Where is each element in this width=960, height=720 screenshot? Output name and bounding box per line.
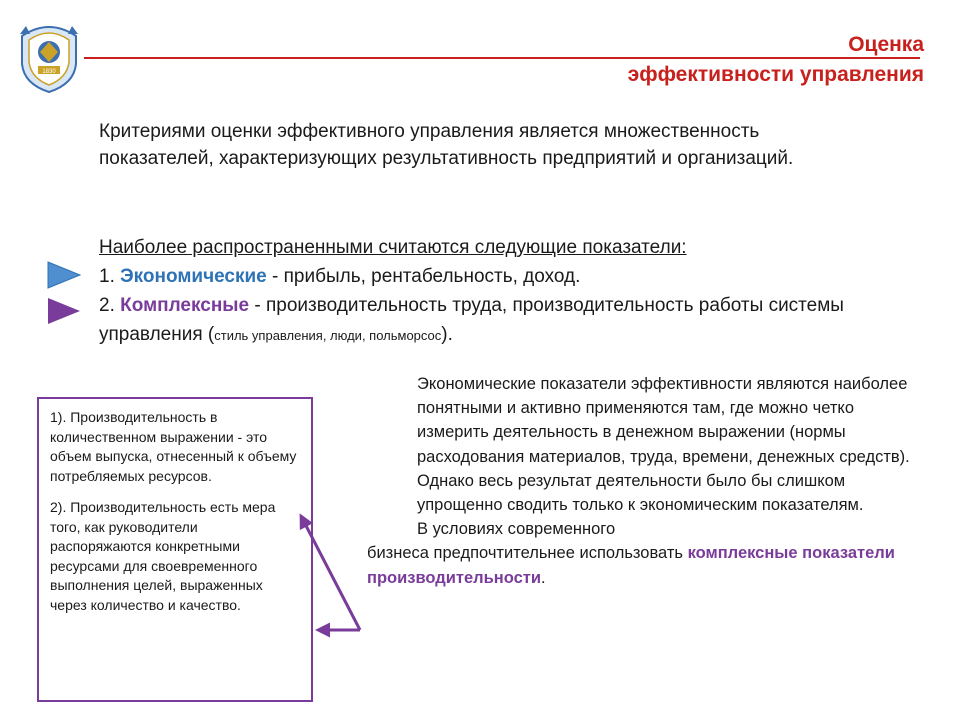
term-economic: Экономические xyxy=(120,266,267,287)
term-complex: Комплексные xyxy=(120,295,250,316)
list-heading: Наиболее распространенными считаются следующие показатели: xyxy=(99,237,687,258)
item-description: - прибыль, рентабельность, доход. xyxy=(266,266,581,287)
title-line-1: Оценка xyxy=(848,33,924,56)
item-note: стиль управления, люди, польморсос xyxy=(214,328,442,343)
title-line-2: эффективности управления xyxy=(627,63,924,86)
intro-paragraph: Критериями оценки эффективного управления является множественность показателей, характеризующих результативность предприятий и организаций. xyxy=(99,121,794,169)
productivity-definitions-box xyxy=(37,397,313,702)
definition-1: 1). Производительность в количественном выражении - это объем выпуска, отнесенный к объему потребляемых ресурсов. xyxy=(50,409,297,484)
university-emblem-icon xyxy=(16,16,82,94)
paragraph-3-end: . xyxy=(540,568,546,587)
explanation-paragraph-3 xyxy=(367,541,927,589)
explanation-paragraph-3-start: В условиях современного xyxy=(417,520,616,539)
item-end: ). xyxy=(441,324,453,345)
definition-2: 2). Производительность есть мера того, как руководители распоряжаются конкретными ресурсами для своевременного выполнения целей, выраженных через количество и качество. xyxy=(50,499,276,613)
explanation-block xyxy=(367,372,927,590)
emblem-year: 1830 xyxy=(42,69,56,75)
explanation-paragraph-2: Однако весь результат деятельности было бы слишком упрощенно сводить только к экономическим показателям. xyxy=(417,471,864,515)
explanation-paragraph-1: Экономические показатели эффективности являются наиболее понятными и активно применяются там, где можно четко измерить деятельность в денежном выражении (нормы расходования материалов, труда, времени, денежных средств). xyxy=(417,375,910,466)
purple-triangle-icon xyxy=(46,296,82,326)
item-number: 1. xyxy=(99,266,121,287)
item-description: - производительность труда, производительность работы системы управления ( xyxy=(99,295,844,345)
indicators-list xyxy=(99,233,879,350)
list-item-complex xyxy=(99,291,879,350)
list-item-economic xyxy=(99,262,879,291)
item-number: 2. xyxy=(99,295,121,316)
paragraph-3-text: бизнеса предпочтительнее использовать xyxy=(367,544,688,563)
page-title xyxy=(628,30,924,90)
blue-triangle-icon xyxy=(46,260,82,290)
complex-indicators-highlight: комплексные показатели производительности xyxy=(367,544,895,587)
